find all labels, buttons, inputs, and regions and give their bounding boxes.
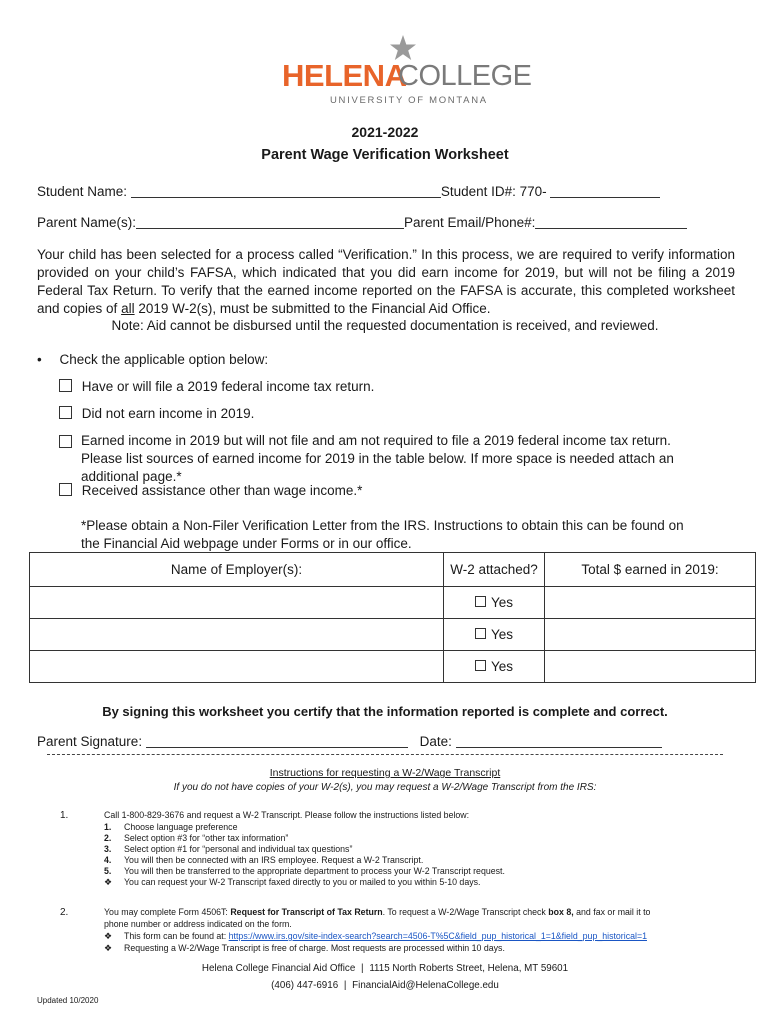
substep-number: 1.: [104, 822, 112, 832]
total-cell[interactable]: [545, 587, 756, 619]
w2-checkbox[interactable]: [475, 596, 486, 607]
parent-names-label: Parent Name(s):: [37, 215, 137, 230]
step2-text: [104, 907, 724, 918]
substep-number: 4.: [104, 855, 112, 865]
intro-text: Your child has been selected for a process called “Verification.” In this process, we are required to verify information provided on your child’s FAFSA, which indicated that you did earn income for 2019, but will not be filing a 2019 Federal Tax Return. To verify that the earned income reported on the FAFSA is accurate, this completed worksheet and copies of: [37, 247, 735, 316]
w2-checkbox[interactable]: [475, 660, 486, 671]
substep-text: Select option #3 for “other tax information”: [124, 833, 289, 843]
step1-number: 1.: [60, 810, 69, 821]
step1-text: Call 1-800-829-3676 and request a W-2 Transcript. Please follow the instructions listed below:: [104, 810, 470, 820]
footer-office: Helena College Financial Aid Office: [201, 963, 356, 974]
instructions-title: Instructions for requesting a W-2/Wage Transcript: [269, 767, 501, 779]
table-header-row: [30, 553, 756, 587]
footer-separator: |: [343, 980, 347, 991]
substep-text: Choose language preference: [124, 822, 238, 832]
intro-all-emphasis: all: [121, 301, 135, 316]
student-name-label: Student Name:: [37, 184, 128, 199]
table-row: [30, 587, 756, 619]
logo-wordmark-college: COLLEGE: [398, 60, 532, 92]
substep-number: 3.: [104, 844, 112, 854]
footer-line-2: [0, 980, 770, 991]
step2-text-e: and fax or mail it to: [573, 907, 651, 917]
worksheet-year: 2021-2022: [351, 124, 419, 140]
step2-bullet2-text: Requesting a W-2/Wage Transcript is free of charge. Most requests are processed within 10 days.: [124, 943, 505, 953]
option-item: [59, 405, 254, 423]
step1-substeps: [104, 822, 624, 888]
date-label: Date:: [419, 734, 452, 749]
w2-yes-label: Yes: [490, 627, 514, 642]
intro-paragraph: [37, 246, 735, 318]
option-label: Earned income in 2019 but will not file and am not required to file a 2019 federal income tax return. Please list sources of earned income for 2019 in the table below. If more space is needed attach an additional page.*: [81, 433, 674, 484]
employer-cell[interactable]: [30, 651, 444, 683]
parent-contact-field[interactable]: [535, 215, 687, 229]
header-employer: Name of Employer(s):: [30, 553, 444, 587]
student-id-label: Student ID#: 770-: [440, 184, 547, 199]
substep-text: You can request your W-2 Transcript faxed directly to you or mailed to you within 5-10 days.: [124, 877, 481, 887]
step2-bullet-link-row: [104, 931, 647, 942]
date-field[interactable]: [456, 734, 662, 748]
diamond-bullet-icon: ❖: [104, 877, 113, 887]
bullet-icon: •: [37, 352, 42, 367]
student-name-row: [37, 184, 660, 199]
substep-item: [104, 866, 624, 877]
substep-item: [104, 833, 624, 844]
logo-wordmark-helena: HELENA: [282, 58, 407, 93]
student-id-field[interactable]: [550, 184, 660, 198]
step2-bullet2-row: [104, 943, 505, 954]
table-row: [30, 619, 756, 651]
parent-contact-label: Parent Email/Phone#:: [404, 215, 536, 230]
parent-name-row: [37, 215, 687, 230]
substep-text: You will then be connected with an IRS employee. Request a W-2 Transcript.: [124, 855, 424, 865]
w2-cell[interactable]: [444, 651, 545, 683]
option-item: [59, 432, 699, 486]
step2-text-a: You may complete Form 4506T:: [104, 907, 231, 917]
header-w2: W-2 attached?: [444, 553, 545, 587]
w2-checkbox[interactable]: [475, 628, 486, 639]
worksheet-title: Parent Wage Verification Worksheet: [261, 147, 509, 163]
step2-text-c: . To request a W-2/Wage Transcript check: [382, 907, 549, 917]
logo-subtitle: UNIVERSITY OF MONTANA: [330, 95, 488, 106]
table-row: [30, 651, 756, 683]
option-label: Have or will file a 2019 federal income tax return.: [81, 379, 375, 394]
option-label: Did not earn income in 2019.: [81, 406, 255, 421]
option-label: Received assistance other than wage income.*: [81, 483, 363, 498]
intro-text-end: 2019 W-2(s), must be submitted to the Financial Aid Office.: [134, 301, 491, 316]
signature-label: Parent Signature:: [37, 734, 143, 749]
option-checkbox[interactable]: [59, 406, 72, 419]
footer-address: 1115 North Roberts Street, Helena, MT 59601: [369, 963, 569, 974]
parent-names-field[interactable]: [136, 215, 404, 229]
instructions-subtitle: If you do not have copies of your W-2(s), you may request a W-2/Wage Transcript from the IRS:: [173, 782, 597, 793]
footer-separator: |: [361, 963, 364, 974]
substep-number: 5.: [104, 866, 112, 876]
cut-line-divider: [47, 754, 723, 755]
option-checkbox[interactable]: [59, 435, 72, 448]
total-cell[interactable]: [545, 651, 756, 683]
substep-item: [104, 877, 624, 888]
w2-cell[interactable]: [444, 619, 545, 651]
option-checkbox[interactable]: [59, 379, 72, 392]
employer-cell[interactable]: [30, 587, 444, 619]
irs-form-link[interactable]: https://www.irs.gov/site-index-search?search=4506-T%5C&field_pup_historical_1=1&field_pup_historical=1: [228, 931, 647, 941]
option-item: [59, 482, 362, 500]
footer-email[interactable]: FinancialAid@HelenaCollege.edu: [352, 980, 499, 991]
intro-note: Note: Aid cannot be disbursed until the requested documentation is received, and reviewed.: [111, 318, 659, 333]
certify-statement: By signing this worksheet you certify that the information reported is complete and correct.: [102, 704, 668, 719]
step2-form-title: Request for Transcript of Tax Return: [230, 907, 383, 917]
substep-item: [104, 844, 624, 855]
options-intro-row: [37, 351, 268, 369]
updated-date: Updated 10/2020: [37, 996, 99, 1005]
diamond-bullet-icon: ❖: [104, 931, 113, 941]
student-name-field[interactable]: [131, 184, 441, 198]
option-checkbox[interactable]: [59, 483, 72, 496]
options-intro: Check the applicable option below:: [59, 352, 269, 367]
options-footnote: *Please obtain a Non-Filer Verification Letter from the IRS. Instructions to obtain this can be found on the Financial Aid webpage under Forms or in our office.: [81, 518, 684, 551]
employer-cell[interactable]: [30, 619, 444, 651]
w2-cell[interactable]: [444, 587, 545, 619]
substep-text: Select option #1 for “personal and individual tax questions”: [124, 844, 353, 854]
substep-item: [104, 855, 624, 866]
total-cell[interactable]: [545, 619, 756, 651]
substep-item: [104, 822, 624, 833]
signature-row: [37, 734, 662, 749]
header-total: Total $ earned in 2019:: [545, 553, 756, 587]
substep-text: You will then be transferred to the appropriate department to process your W-2 Transcript request.: [124, 866, 505, 876]
footer-phone: (406) 447-6916: [271, 980, 339, 991]
step2-number: 2.: [60, 907, 69, 918]
employer-table: [29, 552, 756, 683]
step2-bullet1-label: This form can be found at:: [124, 931, 229, 941]
diamond-bullet-icon: ❖: [104, 943, 113, 953]
substep-number: 2.: [104, 833, 112, 843]
signature-field[interactable]: [146, 734, 408, 748]
w2-yes-label: Yes: [490, 659, 514, 674]
w2-yes-label: Yes: [490, 595, 514, 610]
step2-text-f: phone number or address indicated on the form.: [104, 919, 292, 929]
step2-box8: box 8,: [548, 907, 574, 917]
option-item: [59, 378, 374, 396]
footer-line-1: [0, 963, 770, 974]
